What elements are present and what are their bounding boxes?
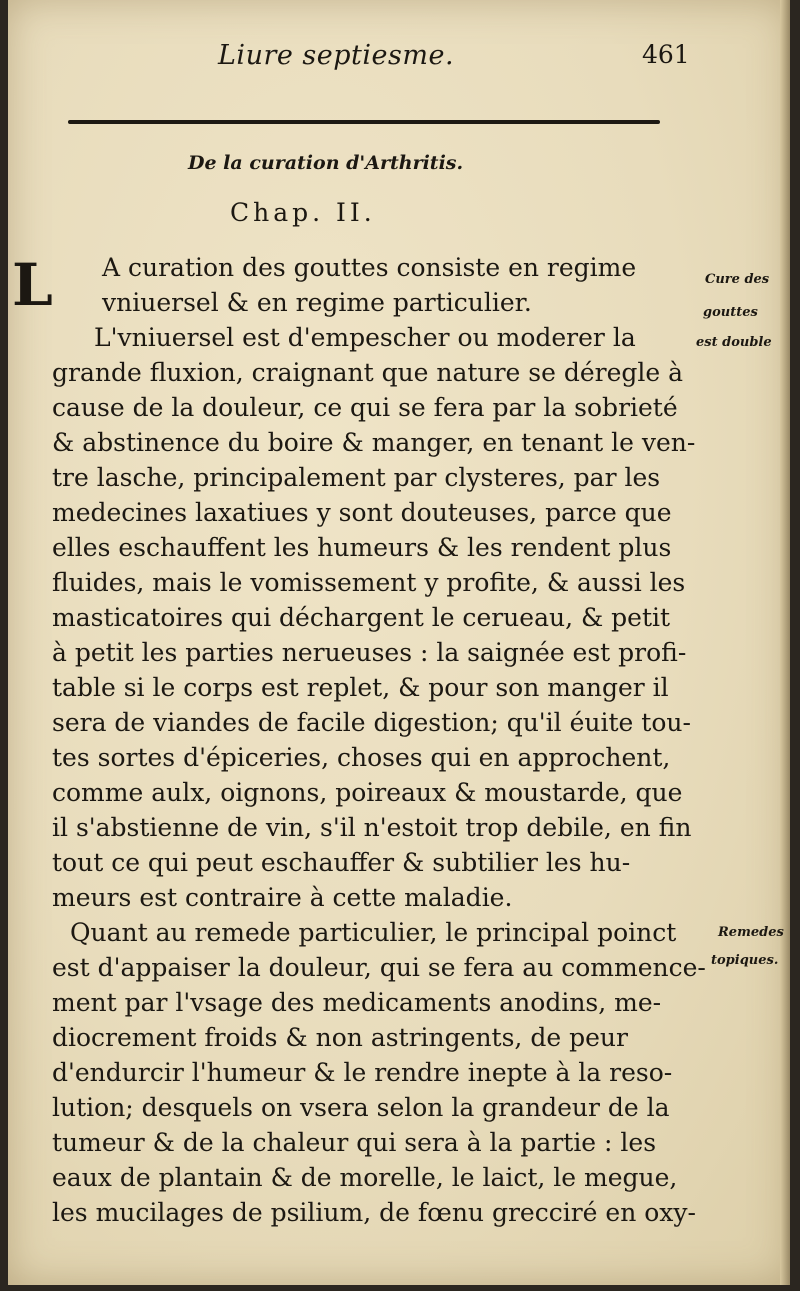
text-line: eaux de plantain & de morelle, le laict, le megue, [52, 1163, 678, 1192]
text-line: A curation des gouttes consiste en regime [102, 253, 637, 282]
text-line: medecines laxatiues y sont douteuses, parce que [52, 498, 672, 527]
text-line: tumeur & de la chaleur qui sera à la partie : les [52, 1128, 657, 1157]
text-line: fluides, mais le vomissement y profite, & aussi les [52, 568, 686, 597]
margin-note-cure: Cure des [705, 272, 770, 287]
margin-note-remedes: Remedes [718, 925, 784, 940]
text-line: cause de la douleur, ce qui se fera par la sobrieté [52, 393, 678, 422]
text-line: table si le corps est replet, & pour son manger il [52, 673, 669, 702]
text-line: lution; desquels on vsera selon la grandeur de la [52, 1093, 670, 1122]
page-edge [780, 0, 790, 1285]
text-line: tre lasche, principalement par clysteres, par les [52, 463, 661, 492]
text-line: est d'appaiser la douleur, qui se fera au commence- [52, 953, 706, 982]
margin-note-remedes: topiques. [711, 953, 779, 968]
header-rule [68, 120, 660, 124]
text-line: grande fluxion, craignant que nature se déregle à [52, 358, 684, 387]
margin-note-cure: est double [696, 335, 772, 350]
margin-note-cure: gouttes [703, 305, 758, 320]
chapter-heading: Chap. II. [230, 198, 376, 227]
text-line: diocrement froids & non astringents, de peur [52, 1023, 628, 1052]
book-page [8, 0, 790, 1285]
text-line: il s'abstienne de vin, s'il n'estoit trop debile, en fin [52, 813, 692, 842]
text-line: & abstinence du boire & manger, en tenant le ven- [52, 428, 696, 457]
text-line: elles eschauffent les humeurs & les rendent plus [52, 533, 672, 562]
text-line: masticatoires qui déchargent le cerueau, & petit [52, 603, 671, 632]
text-line: vniuersel & en regime particulier. [102, 288, 532, 317]
text-line: sera de viandes de facile digestion; qu'il éuite tou- [52, 708, 691, 737]
running-title: Liure septiesme. [218, 40, 455, 71]
page-number: 461 [642, 40, 690, 69]
text-line: L'vniuersel est d'empescher ou moderer la [94, 323, 636, 352]
drop-cap: L [12, 251, 53, 319]
text-line: Quant au remede particulier, le principal poinct [70, 918, 677, 947]
text-line: d'endurcir l'humeur & le rendre inepte à la reso- [52, 1058, 673, 1087]
text-line: les mucilages de psilium, de fœnu grecciré en oxy- [52, 1198, 696, 1227]
text-line: comme aulx, oignons, poireaux & moustarde, que [52, 778, 683, 807]
text-line: meurs est contraire à cette maladie. [52, 883, 513, 912]
text-line: ment par l'vsage des medicaments anodins, me- [52, 988, 662, 1017]
text-line: tes sortes d'épiceries, choses qui en approchent, [52, 743, 671, 772]
text-line: à petit les parties nerueuses : la saignée est profi- [52, 638, 687, 667]
section-title: De la curation d'Arthritis. [188, 152, 464, 174]
text-line: tout ce qui peut eschauffer & subtilier les hu- [52, 848, 631, 877]
